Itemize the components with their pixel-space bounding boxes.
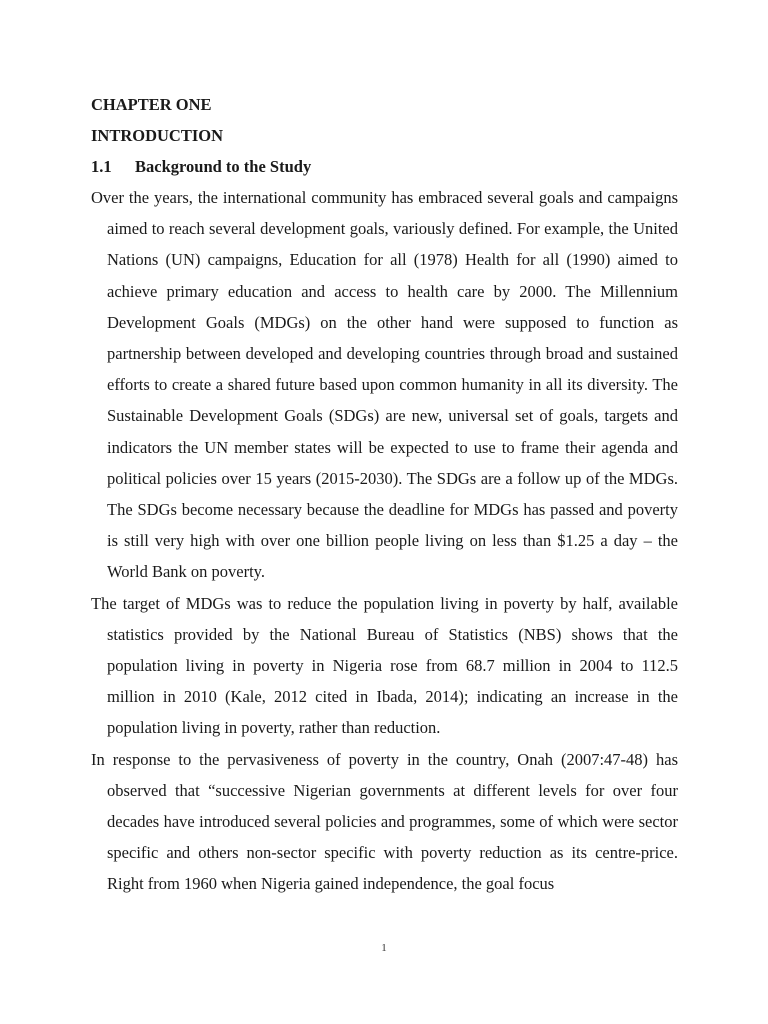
page-number: 1 bbox=[381, 942, 387, 954]
chapter-label: CHAPTER ONE bbox=[91, 95, 212, 114]
section-heading bbox=[91, 151, 678, 182]
chapter-title: INTRODUCTION bbox=[91, 126, 224, 145]
section-number: 1.1 bbox=[91, 157, 112, 176]
section-title: Background to the Study bbox=[135, 157, 312, 176]
paragraph-2: The target of MDGs was to reduce the population living in poverty by half, available statistics provided by the National Bureau of Statistics (NBS) shows that the population living in poverty in Nigeria rose from 68.7 million in 2004 to 112.5 million in 2010 (Kale, 2012 cited in Ibada, 2014); indicating an increase in the population living in poverty, rather than reduction. bbox=[91, 593, 678, 738]
paragraph-3: In response to the pervasiveness of poverty in the country, Onah (2007:47-48) has observed that “successive Nigerian governments at different levels for over four decades have introduced several policies and programmes, some of which were sector specific and others non-sector specific with poverty reduction as its centre-price. Right from 1960 when Nigeria gained independence, the goal focus bbox=[91, 749, 678, 894]
paragraph-1: Over the years, the international community has embraced several goals and campaigns aimed to reach several development goals, variously defined. For example, the United Nations (UN) campaigns, Education for all (1978) Health for all (1990) aimed to achieve primary education and access to health care by 2000. The Millennium Development Goals (MDGs) on the other hand were supposed to function as partnership between developed and developing countries through broad and sustained efforts to create a shared future based upon common humanity in all its diversity. The Sustainable Development Goals (SDGs) are new, universal set of goals, targets and indicators the UN member states will be expected to use to frame their agenda and political policies over 15 years (2015-2030). The SDGs are a follow up of the MDGs. The SDGs become necessary because the deadline for MDGs has passed and poverty is still very high with over one billion people living on less than $1.25 a day – the World Bank on poverty. bbox=[91, 188, 678, 582]
document-body bbox=[91, 89, 678, 900]
